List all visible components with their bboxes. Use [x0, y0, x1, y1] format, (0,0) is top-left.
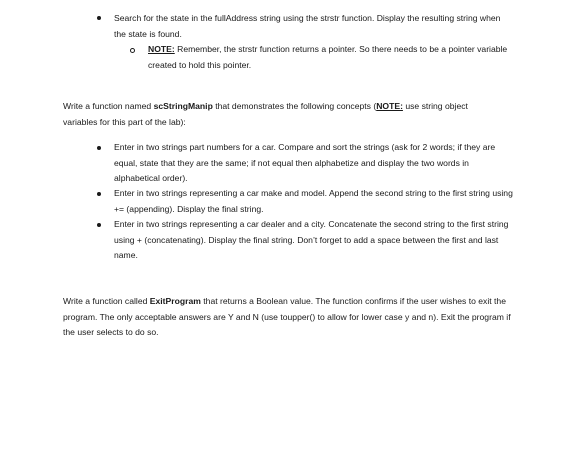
sc-intro-paragraph [63, 99, 503, 130]
sc-function-name: scStringManip [153, 101, 213, 111]
sub-bullet-marker [130, 48, 135, 53]
sc-intro-suffix: use string object variables for this part of the lab): [63, 101, 468, 127]
sc-intro-middle: that demonstrates the following concepts ( [212, 101, 377, 111]
exit-program-paragraph [63, 294, 513, 341]
note-label: NOTE: [148, 44, 175, 54]
bullet-marker [97, 146, 101, 150]
bullet-marker [97, 16, 101, 20]
sc-note-label: NOTE: [376, 101, 403, 111]
sc-bullet-compare: Enter in two strings part numbers for a car. Compare and sort the strings (ask for 2 words; if they are equal, state that they are the same; if not equal then alphabetize and display the two words in alphabetical order). [114, 142, 496, 183]
note-body: Remember, the strstr function returns a pointer. So there needs to be a pointer variable created to hold this pointer. [148, 44, 508, 70]
sc-bullet-concatenate: Enter in two strings representing a car dealer and a city. Concatenate the second string to the first string using + (concatenating). Display the final string. Don’t forget to add a space between the first and last name. [114, 219, 509, 260]
strstr-bullet-text: Search for the state in the fullAddress string using the strstr function. Display the resulting string when the state is found. [114, 13, 501, 39]
exit-suffix: that returns a Boolean value. The function confirms if the user wishes to exit the program. The only acceptable answers are Y and N (use toupper() to allow for lower case y and n). Exit the program if the user selects to do so. [63, 296, 511, 337]
sc-bullet-append: Enter in two strings representing a car make and model. Append the second string to the first string using += (appending). Display the final string. [114, 188, 513, 214]
sc-intro-prefix: Write a function named [63, 101, 154, 111]
strstr-note-text [148, 42, 518, 73]
bullet-marker [97, 192, 101, 196]
bullet-marker [97, 223, 101, 227]
exit-prefix: Write a function called [63, 296, 150, 306]
exit-function-name: ExitProgram [149, 296, 201, 306]
